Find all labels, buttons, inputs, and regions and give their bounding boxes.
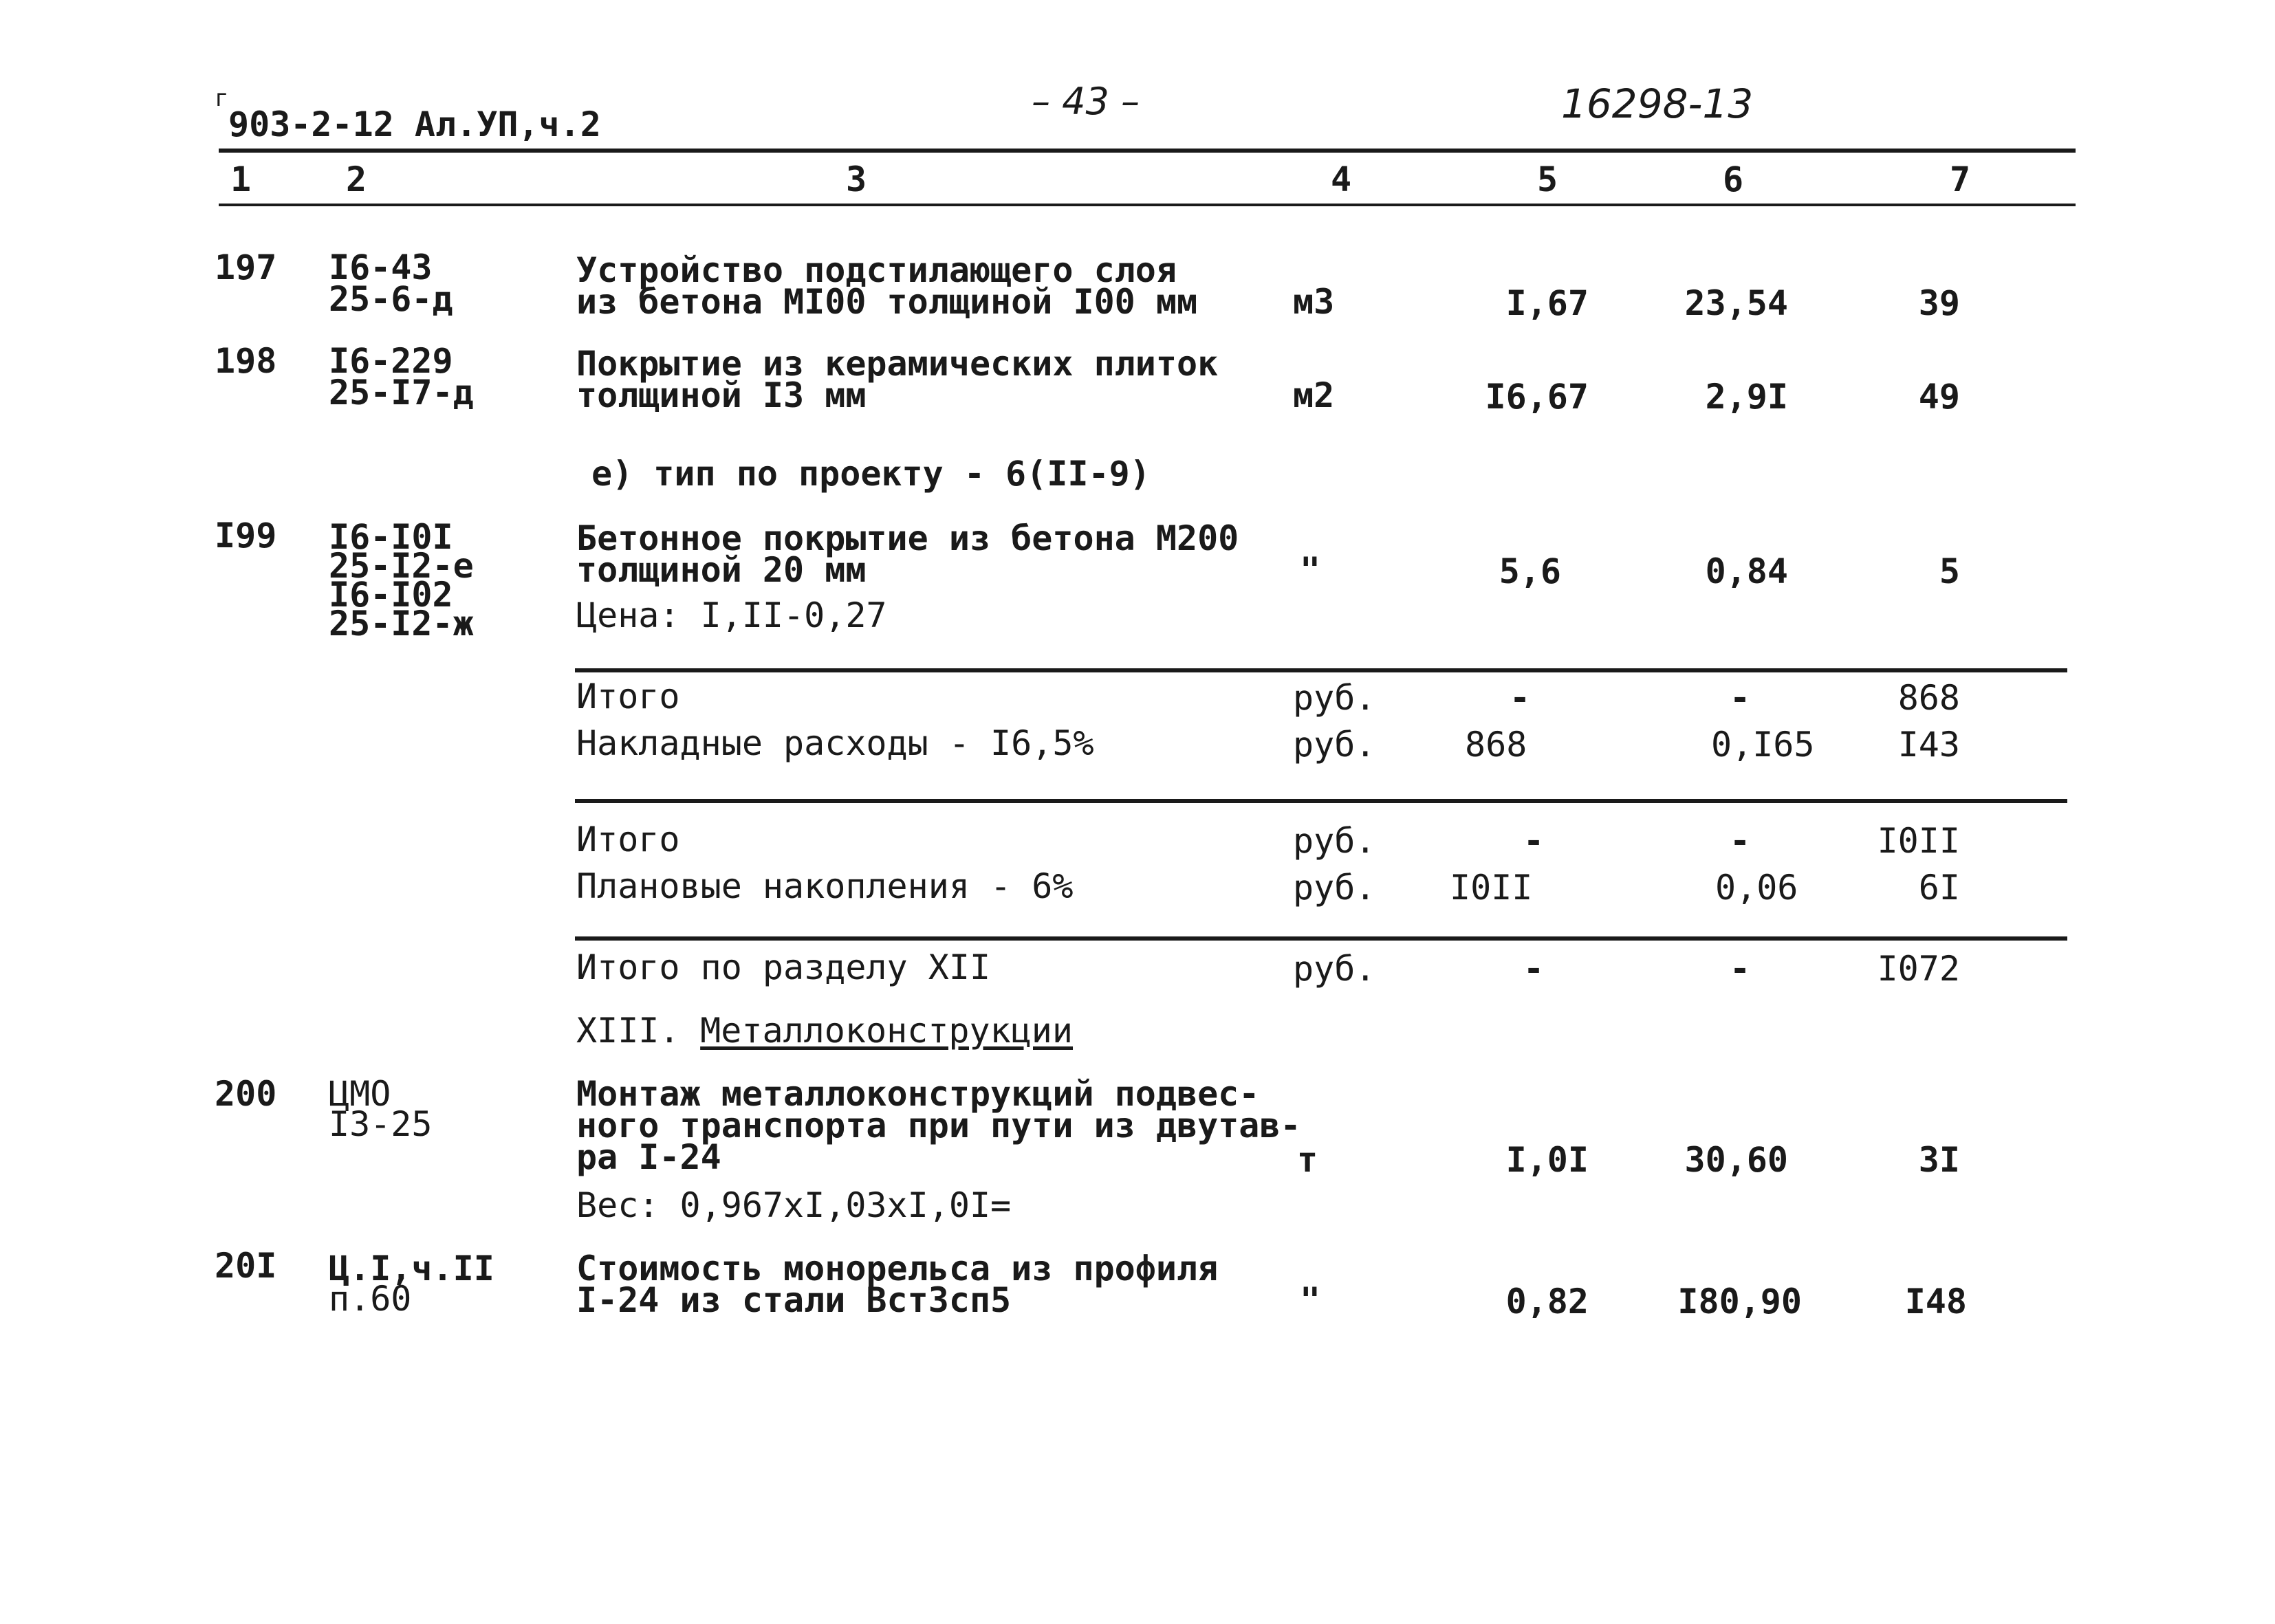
total-cost: 49	[1918, 377, 1960, 417]
price-note: Цена: I,II-0,27	[576, 595, 887, 635]
section-number: XIII.	[576, 1011, 680, 1051]
unit-price: 30,60	[1684, 1140, 1788, 1180]
summary-unit: руб.	[1293, 821, 1376, 861]
work-description: ного транспорта при пути из двутав-	[576, 1106, 1301, 1145]
norm-code: ЦМО	[329, 1074, 391, 1114]
work-description: толщиной I3 мм	[576, 375, 867, 415]
summary-label: Итого	[576, 820, 680, 859]
unit: "	[1300, 1280, 1321, 1320]
header-top-rule	[219, 149, 2076, 153]
col-header-5: 5	[1536, 160, 1558, 199]
summary-rate: 0,I65	[1711, 725, 1815, 765]
col-header-7: 7	[1949, 160, 1971, 199]
quantity: 5,6	[1499, 551, 1561, 591]
norm-code: 25-6-д	[329, 279, 453, 319]
row-number: 200	[215, 1074, 277, 1114]
col-header-1: 1	[230, 160, 252, 199]
summary-total: I43	[1897, 725, 1960, 765]
row-number: 20I	[215, 1246, 277, 1286]
summary-total: 6I	[1918, 868, 1960, 908]
unit-price: I80,90	[1677, 1282, 1802, 1321]
norm-code: I6-I0I	[329, 517, 453, 557]
summary-label: Накладные расходы - I6,5%	[576, 723, 1094, 763]
section-total-base: -	[1523, 949, 1545, 989]
unit: м2	[1293, 375, 1335, 415]
total-cost: I48	[1904, 1282, 1967, 1321]
norm-code: п.60	[329, 1279, 412, 1319]
summary-base: I0II	[1450, 868, 1533, 908]
col-header-6: 6	[1722, 160, 1744, 199]
summary-rule-1	[575, 668, 2067, 672]
unit-price: 2,9I	[1705, 377, 1788, 417]
summary-unit: руб.	[1293, 868, 1376, 908]
work-description: ра I-24	[576, 1137, 721, 1177]
section-total-unit: руб.	[1293, 949, 1376, 989]
section-total-rate: -	[1729, 949, 1751, 989]
col-header-4: 4	[1330, 160, 1352, 199]
unit-price: 23,54	[1684, 283, 1788, 323]
summary-unit: руб.	[1293, 678, 1376, 718]
norm-code: I6-43	[329, 248, 433, 287]
work-description: Покрытие из керамических плиток	[576, 344, 1219, 384]
work-description: Монтаж металлоконструкций подвес-	[576, 1074, 1260, 1114]
weight-note: Вес: 0,967хI,03хI,0I=	[576, 1185, 1012, 1225]
work-description: Устройство подстилающего слоя	[576, 250, 1177, 290]
corner-mark: г	[215, 85, 229, 112]
work-description: толщиной 20 мм	[576, 550, 867, 590]
quantity: I6,67	[1485, 377, 1589, 417]
norm-code: I3-25	[329, 1104, 433, 1144]
summary-base: -	[1523, 821, 1545, 861]
norm-code: 25-I2-е	[329, 546, 474, 586]
row-number: I99	[215, 516, 277, 556]
section-title	[576, 1011, 1074, 1051]
header-bottom-rule	[219, 204, 2076, 206]
unit: т	[1297, 1140, 1318, 1180]
section-total-label: Итого по разделу XII	[576, 947, 991, 987]
document-number: 16298-13	[1561, 80, 1754, 127]
quantity: I,67	[1505, 283, 1589, 323]
page-number: – 43 –	[1032, 80, 1140, 123]
summary-rate: -	[1729, 821, 1751, 861]
summary-base: 868	[1465, 725, 1527, 765]
summary-rate: 0,06	[1715, 868, 1798, 908]
total-cost: 3I	[1918, 1140, 1960, 1180]
summary-total: 868	[1897, 678, 1960, 718]
work-description: Стоимость монорельса из профиля	[576, 1249, 1219, 1288]
document-code: 903-2-12 Ал.УП,ч.2	[228, 105, 601, 144]
work-description: из бетона МI00 толщиной I00 мм	[576, 282, 1198, 322]
row-number: 197	[215, 248, 277, 287]
unit-price: 0,84	[1705, 551, 1788, 591]
work-description: Бетонное покрытие из бетона М200	[576, 518, 1239, 558]
summary-label: Плановые накопления - 6%	[576, 866, 1074, 906]
norm-code: Ц.I,ч.II	[329, 1249, 494, 1288]
summary-unit: руб.	[1293, 725, 1376, 765]
row-number: 198	[215, 341, 277, 381]
unit: м3	[1293, 282, 1335, 322]
section-total-value: I072	[1877, 949, 1960, 989]
summary-label: Итого	[576, 677, 680, 716]
summary-rate: -	[1729, 678, 1751, 718]
work-description: I-24 из стали ВстЗсп5	[576, 1280, 1012, 1320]
norm-code: I6-229	[329, 341, 453, 381]
subheading: е) тип по проекту - 6(II-9)	[591, 454, 1151, 494]
col-header-2: 2	[345, 160, 367, 199]
summary-rule-3	[575, 936, 2067, 941]
quantity: I,0I	[1505, 1140, 1589, 1180]
norm-code: 25-I7-д	[329, 373, 474, 413]
total-cost: 5	[1939, 551, 1960, 591]
total-cost: 39	[1918, 283, 1960, 323]
unit: "	[1300, 550, 1321, 590]
norm-code: I6-I02	[329, 575, 453, 615]
col-header-3: 3	[845, 160, 867, 199]
quantity: 0,82	[1505, 1282, 1589, 1321]
summary-rule-2	[575, 799, 2067, 803]
section-name: Металлоконструкции	[700, 1011, 1074, 1051]
summary-total: I0II	[1877, 821, 1960, 861]
norm-code: 25-I2-ж	[329, 604, 474, 644]
summary-base: -	[1509, 678, 1531, 718]
